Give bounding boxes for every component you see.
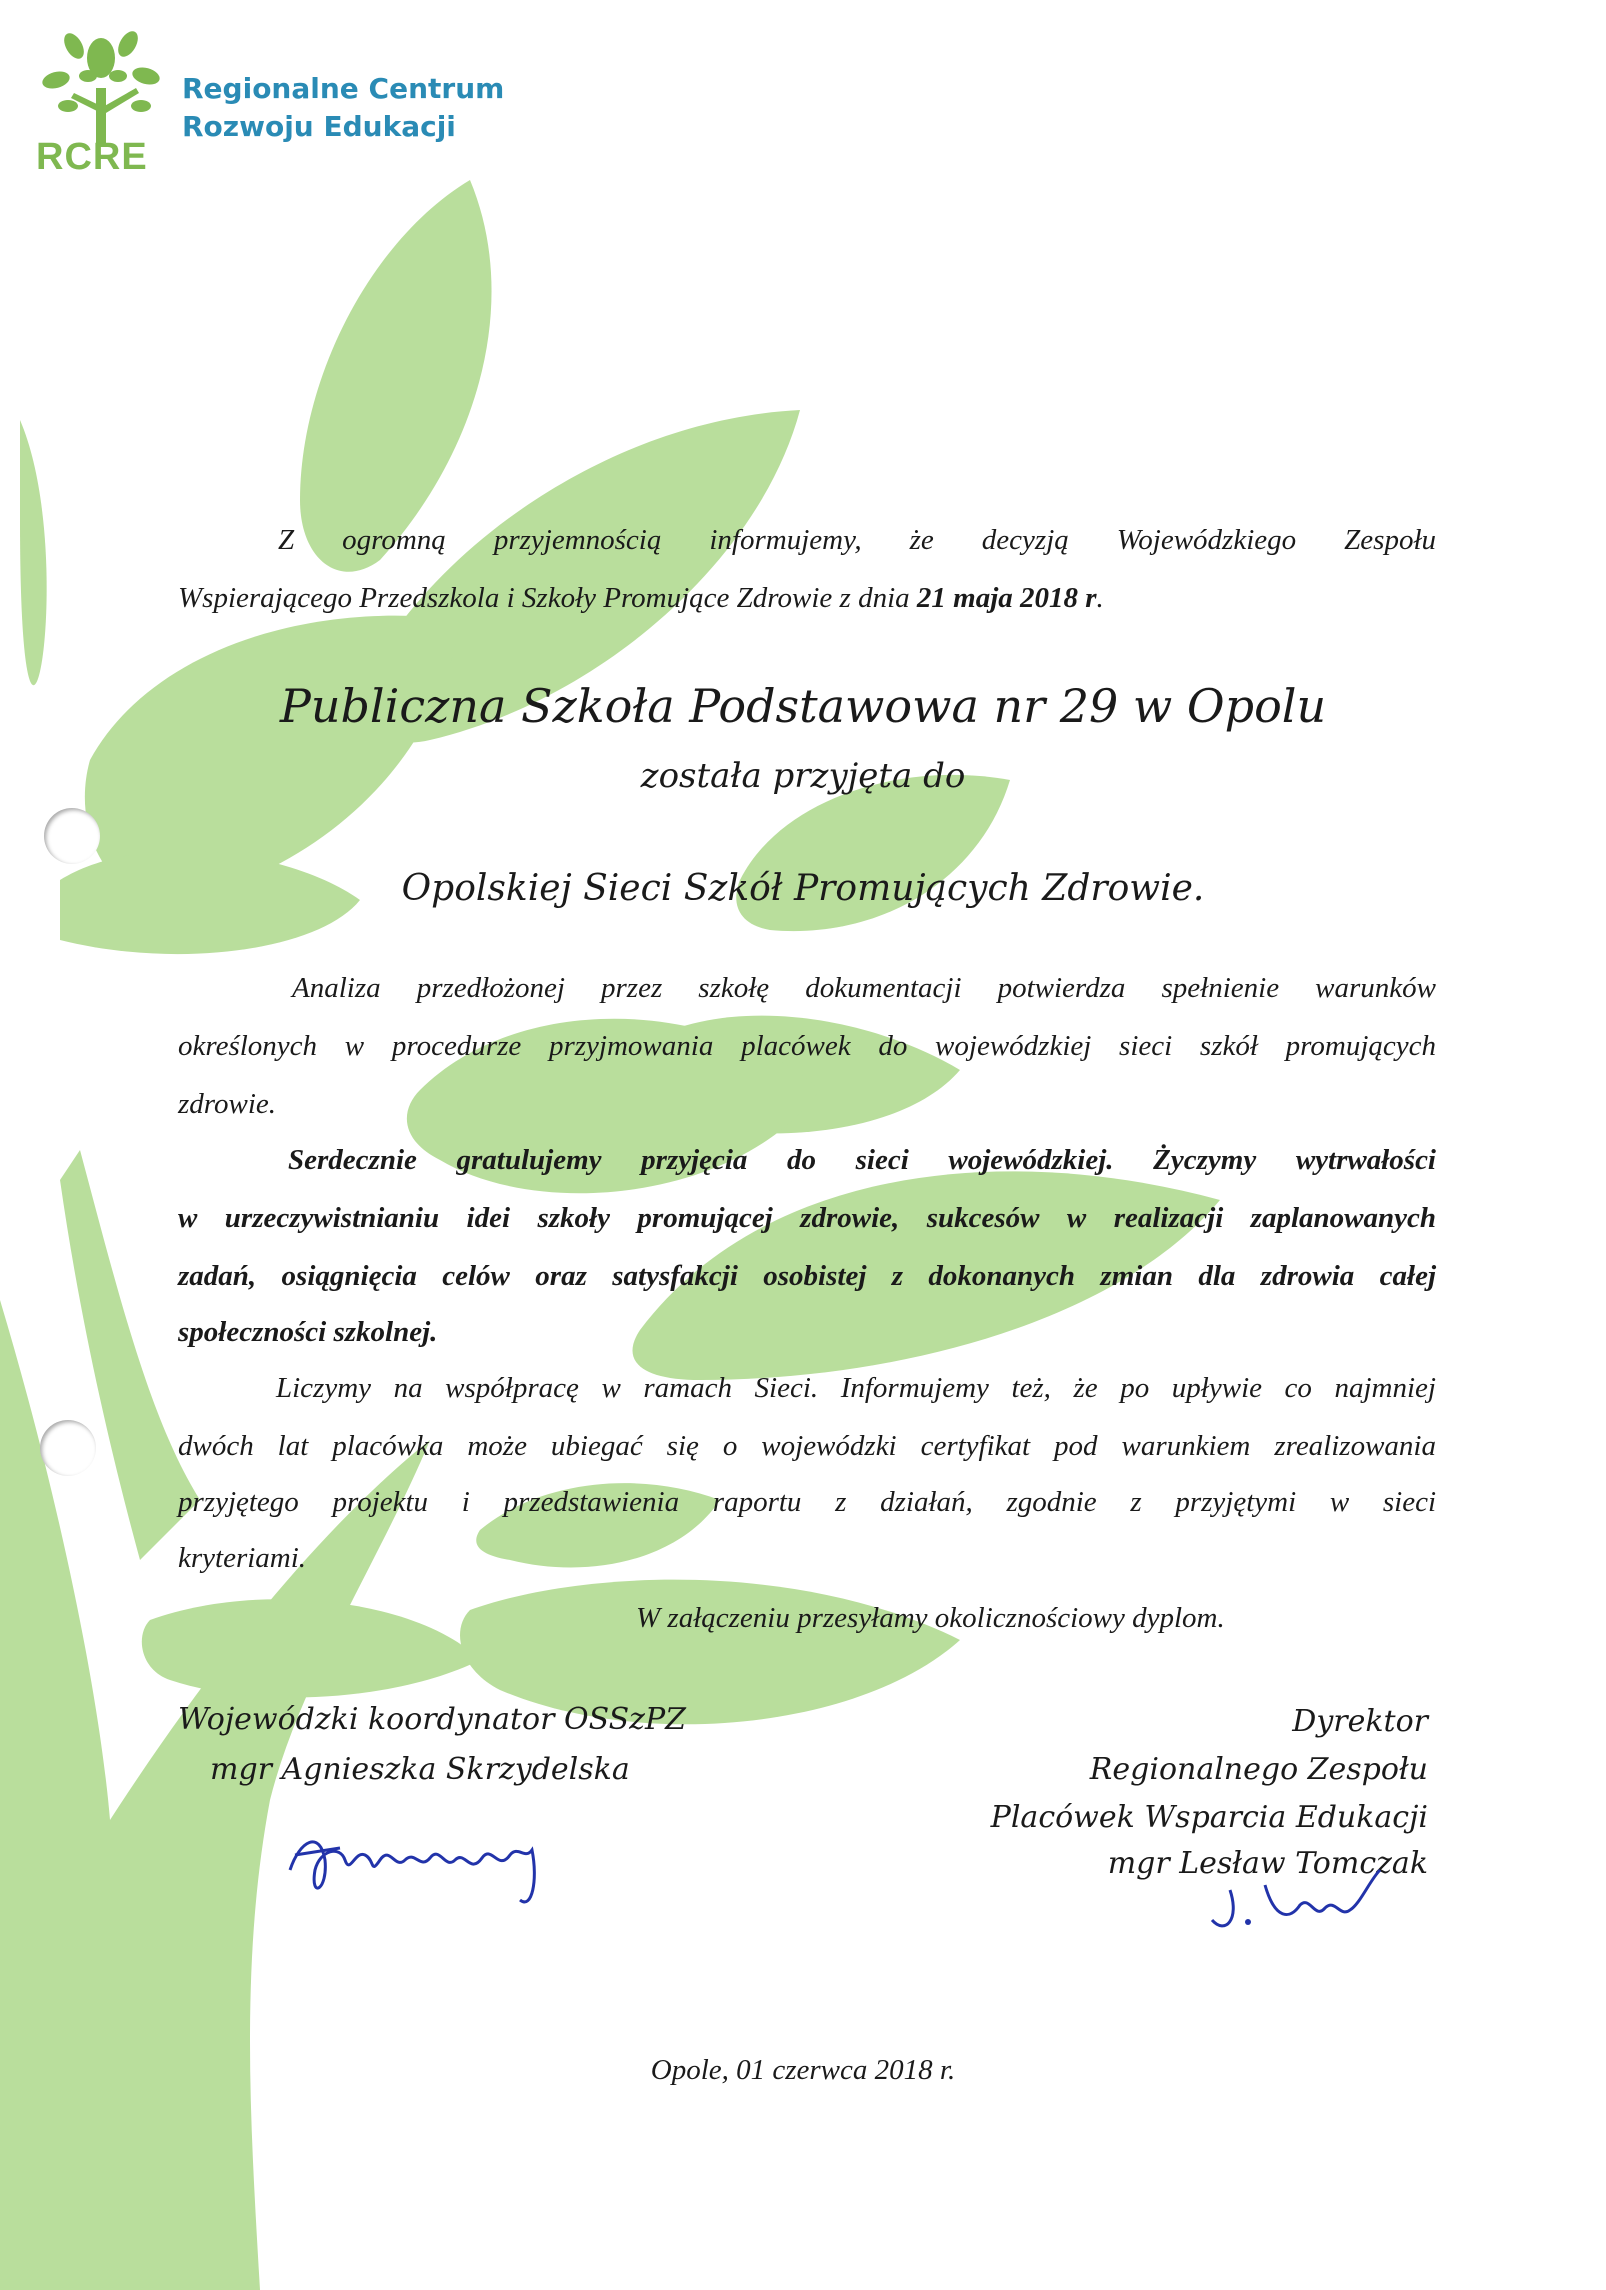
- network-name: Opolskiej Sieci Szkół Promujących Zdrowie.: [401, 868, 1205, 909]
- p2-line3: zadań, osiągnięcia celów oraz satysfakcji osobistej z dokonanych zmian dla zdrowia całej: [178, 1260, 1436, 1292]
- intro-line2: [178, 570, 1378, 627]
- school-name: Publiczna Szkoła Podstawowa nr 29 w Opolu: [279, 679, 1327, 733]
- organization-name-line1: Regionalne Centrum: [182, 72, 505, 105]
- organization-name: [182, 70, 504, 146]
- left-signatory-role: Wojewódzki koordynator OSSzPZ: [178, 1702, 686, 1737]
- accepted-text: została przyjęta do: [640, 756, 966, 796]
- left-signature: [270, 1800, 570, 1920]
- intro-line1: Z ogromną przyjemnością informujemy, że decyzją Wojewódzkiego Zespołu: [278, 524, 1436, 556]
- place-and-date: Opole, 01 czerwca 2018 r.: [650, 2054, 956, 2086]
- p1-line2: określonych w procedurze przyjmowania placówek do wojewódzkiej sieci szkół promujących: [178, 1030, 1436, 1062]
- right-signatory-role2: Regionalnego Zespołu: [1089, 1752, 1428, 1787]
- p2-line4: społeczności szkolnej.: [178, 1316, 438, 1348]
- punch-hole-bottom: [40, 1420, 96, 1476]
- organization-name-line2: Rozwoju Edukacji: [182, 110, 456, 143]
- right-signatory-name: mgr Lesław Tomczak: [1107, 1846, 1428, 1881]
- p1-line3: zdrowie.: [178, 1088, 277, 1120]
- p1-line1: Analiza przedłożonej przez szkołę dokumentacji potwierdza spełnienie warunków: [292, 972, 1436, 1004]
- right-signatory-role1: Dyrektor: [1292, 1704, 1428, 1739]
- p3-line2: dwóch lat placówka może ubiegać się o wojewódzki certyfikat pod warunkiem zrealizowania: [178, 1430, 1436, 1462]
- intro-line2-end: .: [1096, 582, 1104, 614]
- p3-line1: Liczymy na współpracę w ramach Sieci. Informujemy też, że po upływie co najmniej: [276, 1372, 1436, 1404]
- logo-abbreviation: RCRE: [36, 136, 148, 178]
- p3-line4: kryteriami.: [178, 1542, 307, 1574]
- p3-line3: przyjętego projektu i przedstawienia raportu z działań, zgodnie z przyjętymi w sieci: [178, 1486, 1436, 1518]
- leaf: [142, 1599, 480, 1697]
- punch-hole-top: [44, 808, 100, 864]
- left-signatory-name: mgr Agnieszka Skrzydelska: [210, 1752, 630, 1787]
- p2-line1: Serdecznie gratulujemy przyjęcia do sieci wojewódzkiej. Życzymy wytrwałości: [288, 1144, 1436, 1176]
- p2-line2: w urzeczywistnianiu idei szkoły promującej zdrowie, sukcesów w realizacji zaplanowanych: [178, 1202, 1436, 1234]
- right-signature: [1200, 1860, 1400, 1940]
- right-signatory-role3: Placówek Wsparcia Edukacji: [990, 1800, 1428, 1835]
- intro-line2-text: Wspierającego Przedszkola i Szkoły Promujące Zdrowie z dnia: [178, 582, 910, 614]
- attachment-note: W załączeniu przesyłamy okolicznościowy dyplom.: [636, 1602, 1225, 1634]
- leaf: [20, 420, 47, 685]
- intro-date: 21 maja 2018 r: [916, 582, 1097, 614]
